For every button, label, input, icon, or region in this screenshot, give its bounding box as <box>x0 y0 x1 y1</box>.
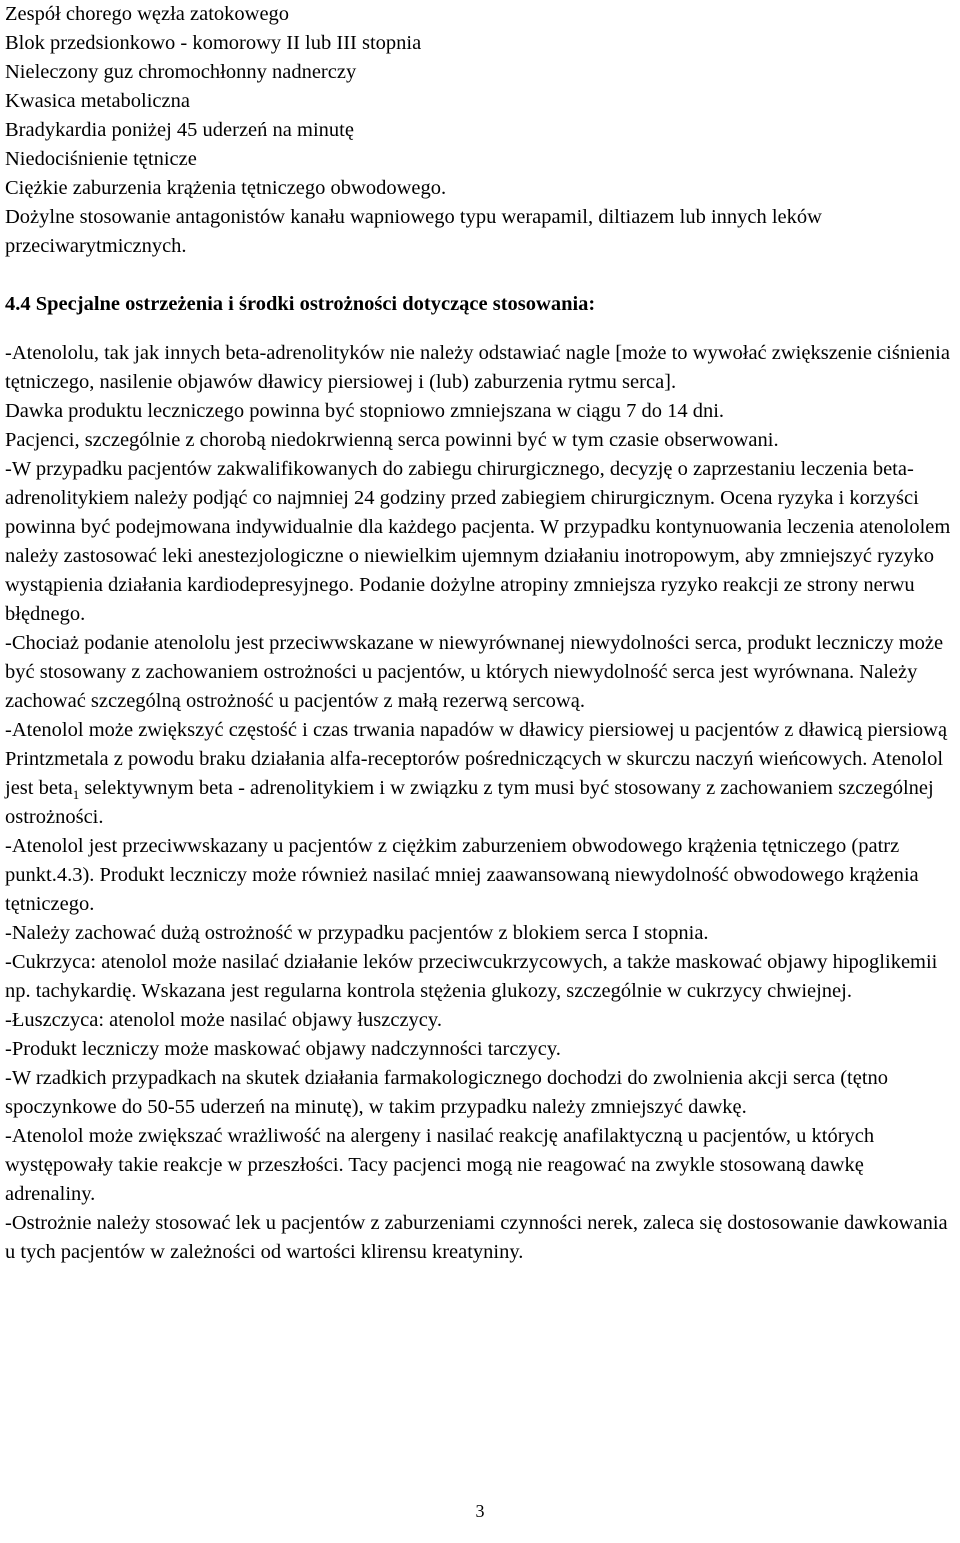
warning-paragraph-beta <box>5 716 957 832</box>
warning-paragraph: -W rzadkich przypadkach na skutek działania farmakologicznego dochodzi do zwolnienia akcji serca (tętno spoczynkowe do 50-55 uderzeń na minutę), w takim przypadku należy zmniejszyć dawkę. <box>5 1067 889 1118</box>
beta-text-after: selektywnym beta - adrenolitykiem i w związku z tym musi być stosowany z zachowaniem szczególnej ostrożności. <box>5 777 934 828</box>
spacer <box>5 319 957 339</box>
beta-text-before: -Atenolol może zwiększyć częstość i czas trwania napadów w dławicy piersiowej u pacjentów z dławicą piersiową Printzmetala z powodu braku działania alfa-receptorów pośredniczących w skurczu naczyń wieńcowych. Atenolol jest beta <box>5 719 948 799</box>
page-number: 3 <box>475 1501 485 1521</box>
warning-paragraph: -Atenolol może zwiększać wrażliwość na alergeny i nasilać reakcję anafilaktyczną u pacjentów, u których występowały takie reakcje w przeszłości. Tacy pacjenci mogą nie reagować na zwykle stosowaną dawkę adrenaliny. <box>5 1125 875 1205</box>
contraindication-item: Nieleczony guz chromochłonny nadnerczy <box>5 61 357 83</box>
document-page <box>5 0 957 1267</box>
warning-paragraph: Pacjenci, szczególnie z chorobą niedokrwienną serca powinni być w tym czasie obserwowani. <box>5 429 779 451</box>
warning-paragraph: -Produkt leczniczy może maskować objawy nadczynności tarczycy. <box>5 1038 561 1060</box>
warning-paragraph: -Łuszczyca: atenolol może nasilać objawy łuszczycy. <box>5 1009 442 1031</box>
warning-paragraph: -Należy zachować dużą ostrożność w przypadku pacjentów z blokiem serca I stopnia. <box>5 922 709 944</box>
spacer <box>5 261 957 290</box>
contraindication-item: Niedociśnienie tętnicze <box>5 148 197 170</box>
warning-paragraph: -Ostrożnie należy stosować lek u pacjentów z zaburzeniami czynności nerek, zaleca się dostosowanie dawkowania u tych pacjentów w zależności od wartości klirensu kreatyniny. <box>5 1212 948 1263</box>
contraindication-item: Bradykardia poniżej 45 uderzeń na minutę <box>5 119 354 141</box>
contraindication-item: Zespół chorego węzła zatokowego <box>5 3 290 25</box>
warning-paragraph: -W przypadku pacjentów zakwalifikowanych do zabiegu chirurgicznego, decyzję o zaprzestaniu leczenia beta-adrenolitykiem należy podjąć co najmniej 24 godziny przed zabiegiem chirurgicznym. Ocena ryzyka i korzyści powinna być podejmowana indywidualnie dla każdego pacjenta. W przypadku kontynuowania leczenia atenololem należy zastosować leki anestezjologiczne o niewielkim ujemnym działaniu inotropowym, aby zmniejszyć ryzyko wystąpienia działania kardiodepresyjnego. Podanie dożylne atropiny zmniejsza ryzyko reakcji ze strony nerwu błędnego. <box>5 458 951 625</box>
warning-paragraph: -Atenololu, tak jak innych beta-adrenolityków nie należy odstawiać nagle [może to wywołać zwiększenie ciśnienia tętniczego, nasilenie objawów dławicy piersiowej i (lub) zaburzenia rytmu serca]. <box>5 342 950 393</box>
warning-paragraph: Dawka produktu leczniczego powinna być stopniowo zmniejszana w ciągu 7 do 14 dni. <box>5 400 725 422</box>
contraindication-item: Ciężkie zaburzenia krążenia tętniczego obwodowego. <box>5 177 447 199</box>
beta-subscript: 1 <box>72 787 80 803</box>
contraindication-item: Blok przedsionkowo - komorowy II lub III stopnia <box>5 32 422 54</box>
contraindication-item: Dożylne stosowanie antagonistów kanału wapniowego typu werapamil, diltiazem lub innych leków przeciwarytmicznych. <box>5 206 822 257</box>
section-heading: 4.4 Specjalne ostrzeżenia i środki ostrożności dotyczące stosowania: <box>5 293 596 315</box>
contraindication-item: Kwasica metaboliczna <box>5 90 190 112</box>
contraindications-list <box>5 0 957 261</box>
warning-paragraph: -Cukrzyca: atenolol może nasilać działanie leków przeciwcukrzycowych, a także maskować objawy hipoglikemii np. tachykardię. Wskazana jest regularna kontrola stężenia glukozy, szczególnie w cukrzycy chwiejnej. <box>5 951 938 1002</box>
warnings-body <box>5 339 957 1267</box>
warning-paragraph: -Atenolol jest przeciwwskazany u pacjentów z ciężkim zaburzeniem obwodowego krążenia tętniczego (patrz punkt.4.3). Produkt leczniczy może również nasilać mniej zaawansowaną niewydolność obwodowego krążenia tętniczego. <box>5 835 919 915</box>
warning-paragraph: -Chociaż podanie atenololu jest przeciwwskazane w niewyrównanej niewydolności serca, produkt leczniczy może być stosowany z zachowaniem ostrożności u pacjentów, u których niewydolność serca jest wyrównana. Należy zachować szczególną ostrożność u pacjentów z małą rezerwą sercową. <box>5 632 944 712</box>
